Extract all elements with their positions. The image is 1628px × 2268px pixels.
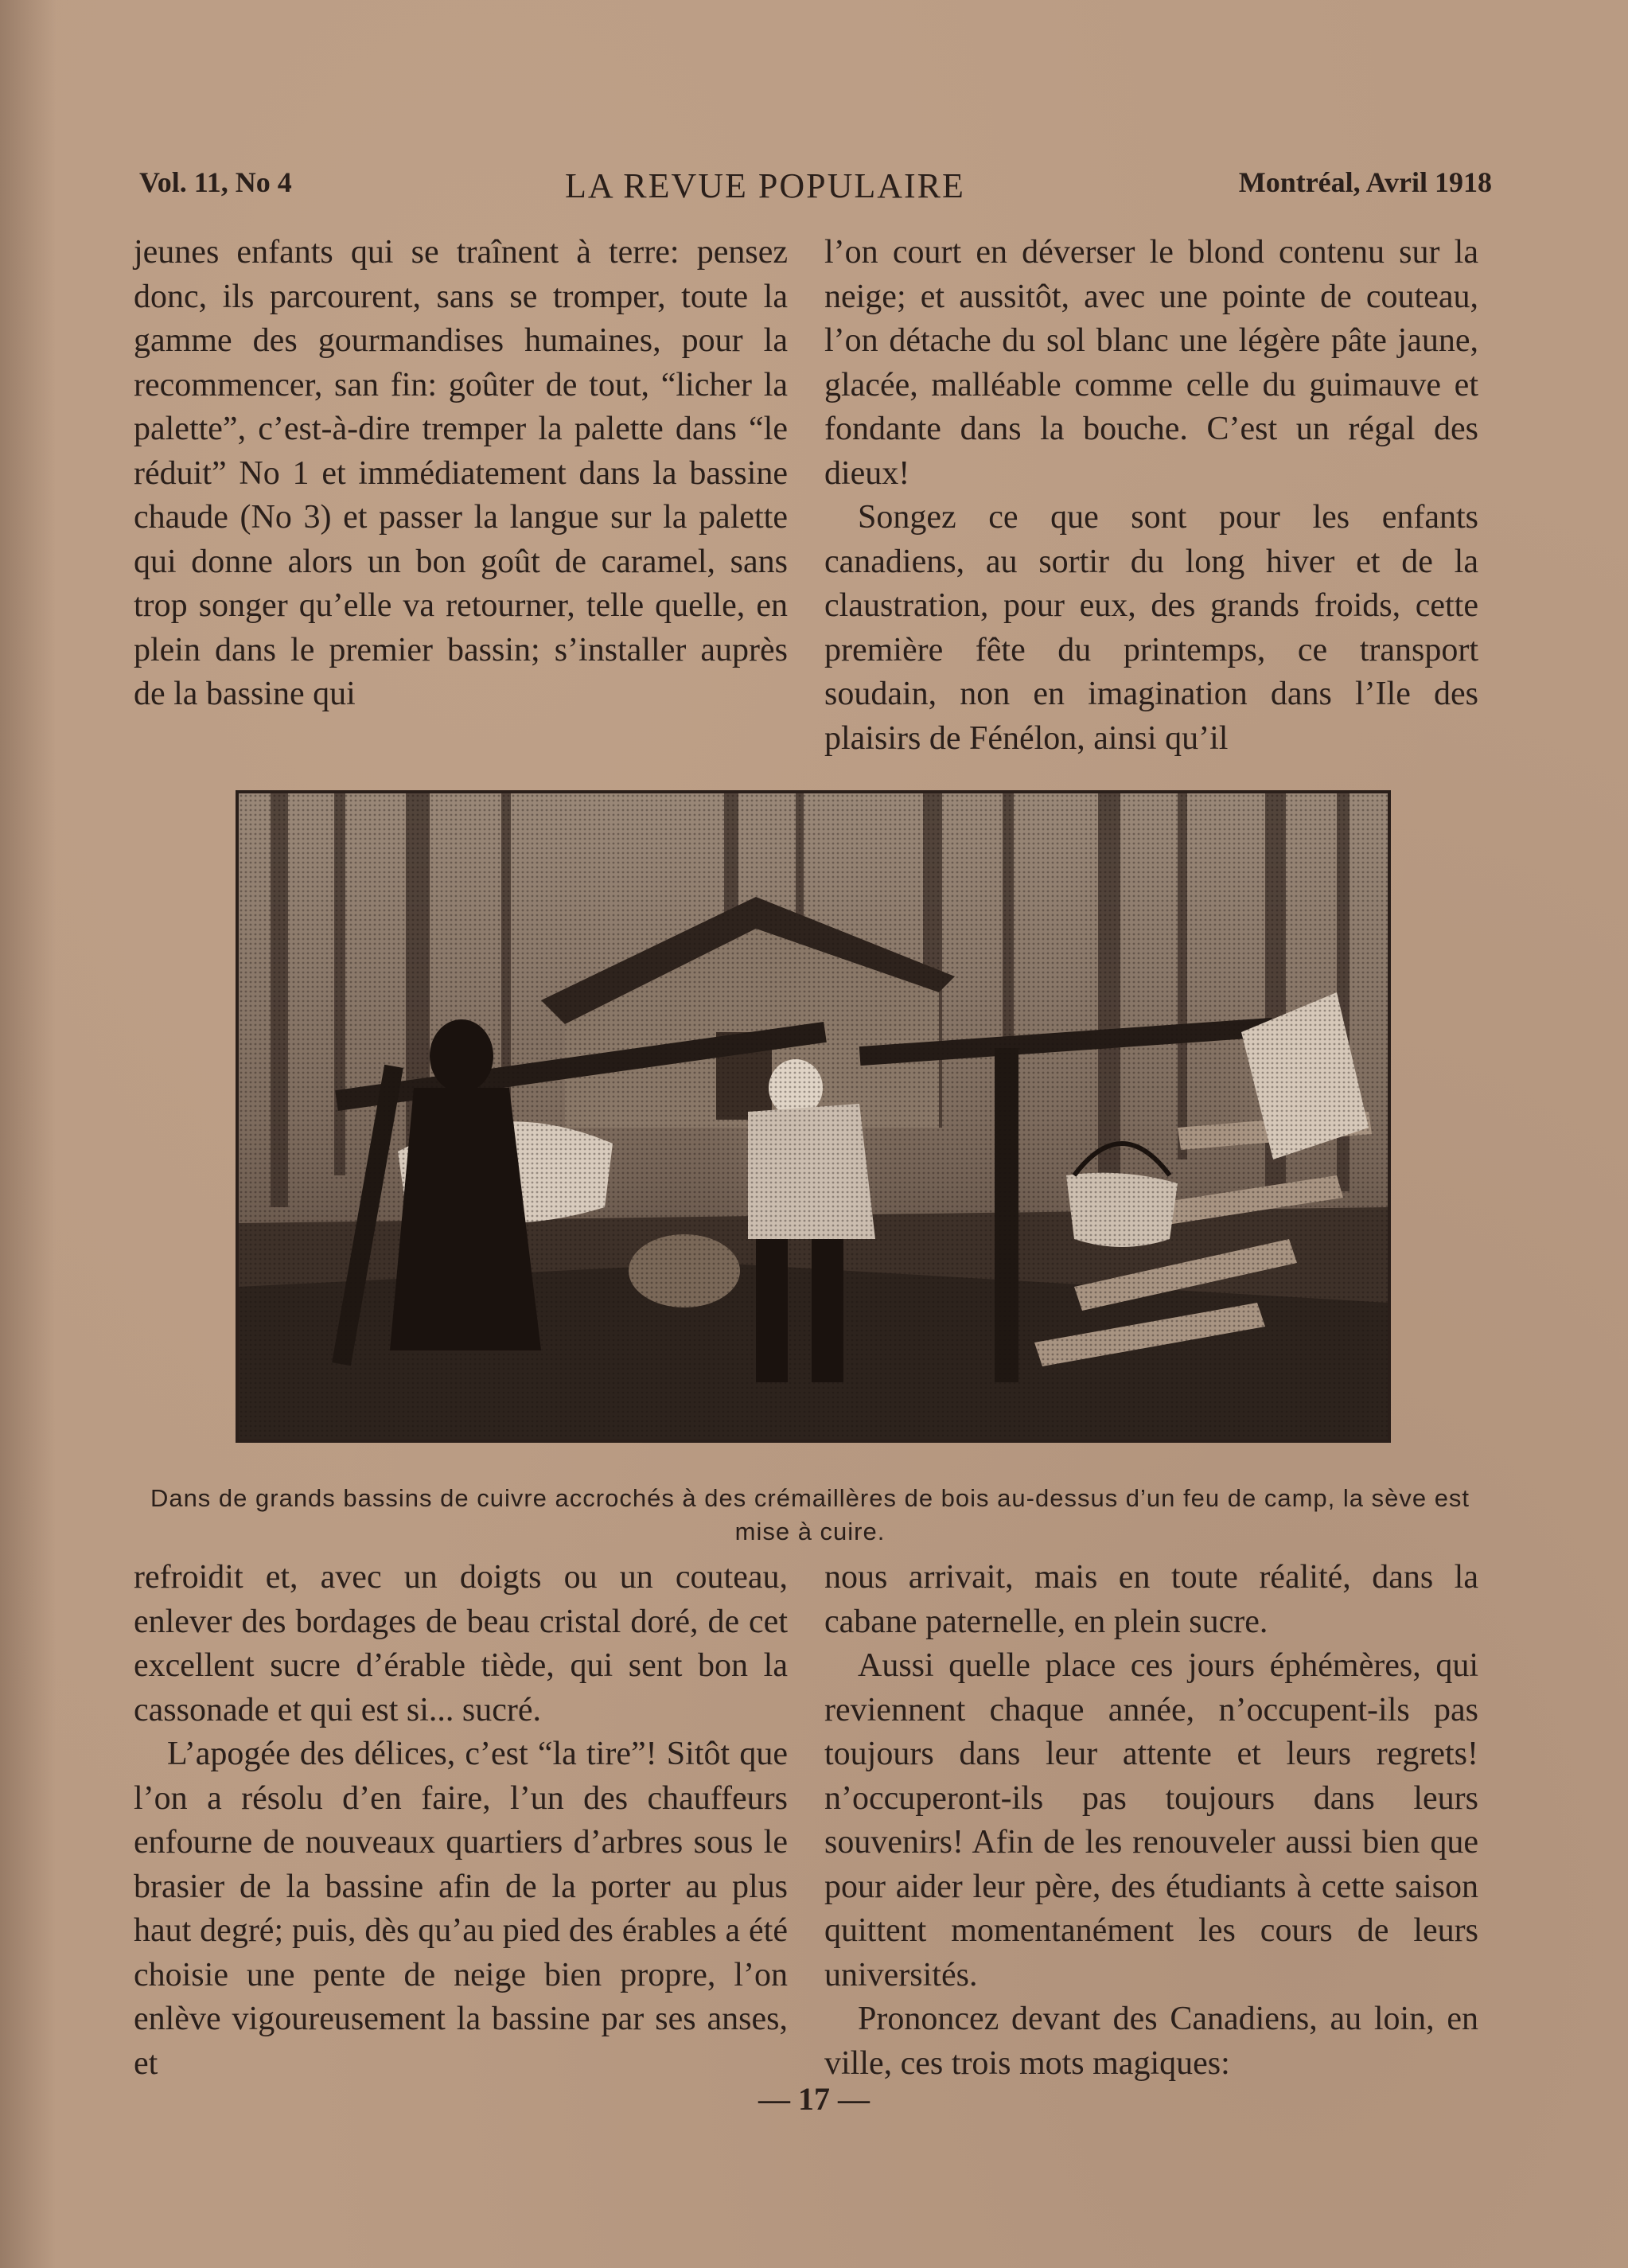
paragraph: L’apogée des délices, c’est “la tire”! Sitôt que l’on a résolu d’en faire, l’un des chauffeurs enfourne de nouveaux quartiers d’arbres sous le brasier de la bassine afin de la porter au plus haut degré; puis, dès qu’au pied des érables a été choisie une pente de neige bien propre, l’on enlève vigoureusement la bassine par ses anses, et: [134, 1736, 788, 2082]
paragraph: refroidit et, avec un doigts ou un couteau, enlever des bordages de beau cristal doré, de cet excellent sucre d’érable tiède, qui sent bon la cassonade et qui est si... sucré.: [134, 1559, 788, 1728]
paragraph: l’on court en déverser le blond contenu sur la neige; et aussitôt, avec une pointe de couteau, l’on détache du sol blanc une légère pâte jaune, glacée, malléable comme celle du guimauve et fondante dans la bouche. C’est un régal des dieux!: [824, 234, 1478, 492]
running-header: [139, 166, 1492, 213]
sugar-shack-illustration: [239, 793, 1388, 1440]
page-edge-shadow: [0, 0, 56, 2268]
column-left-top: [134, 231, 788, 717]
column-right-bottom: [824, 1556, 1478, 2086]
header-date: Montréal, Avril 1918: [1238, 166, 1492, 198]
figure-caption: Dans de grands bassins de cuivre accrochés à des crémaillères de bois au-dessus d’un feu de camp, la sève est mise à cuire.: [150, 1484, 1470, 1545]
header-volume: Vol. 11, No 4: [139, 166, 292, 198]
page-number: — 17 —: [758, 2081, 870, 2117]
paragraph: nous arrivait, mais en toute réalité, dans la cabane paternelle, en plein sucre.: [824, 1559, 1478, 1640]
column-left-bottom: [134, 1556, 788, 2086]
paragraph: Prononcez devant des Canadiens, au loin, en ville, ces trois mots magiques:: [824, 2001, 1478, 2082]
column-right-top: [824, 231, 1478, 761]
paragraph: jeunes enfants qui se traînent à terre: pensez donc, ils parcourent, sans se tromper, toute la gamme des gourmandises humaines, pour la recommencer, san fin: goûter de tout, “licher la palette”, c’est-à-dire tremper la palette dans “le réduit” No 1 et immédiatement dans la bassine chaude (No 3) et passer la langue sur la palette qui donne alors un bon goût de caramel, sans trop songer qu’elle va retourner, telle quelle, en plein dans le premier bassin; s’installer auprès de la bassine qui: [134, 234, 788, 712]
paragraph: Songez ce que sont pour les enfants canadiens, au sortir du long hiver et de la claustration, pour eux, des grands froids, cette première fête du printemps, ce transport soudain, non en imagination dans l’Ile des plaisirs de Fénélon, ainsi qu’il: [824, 499, 1478, 757]
photograph-sugar-shack: [236, 790, 1391, 1443]
paragraph: Aussi quelle place ces jours éphémères, qui reviennent chaque année, n’occupent-ils pas toujours dans leur attente et leurs regrets! n’occuperont-ils pas toujours dans leurs souvenirs! Afin de les renouveler aussi bien que pour aider leur père, des étudiants à cette saison quittent momentanément les cours de leurs universités.: [824, 1647, 1478, 1993]
header-title: LA REVUE POPULAIRE: [565, 166, 965, 205]
